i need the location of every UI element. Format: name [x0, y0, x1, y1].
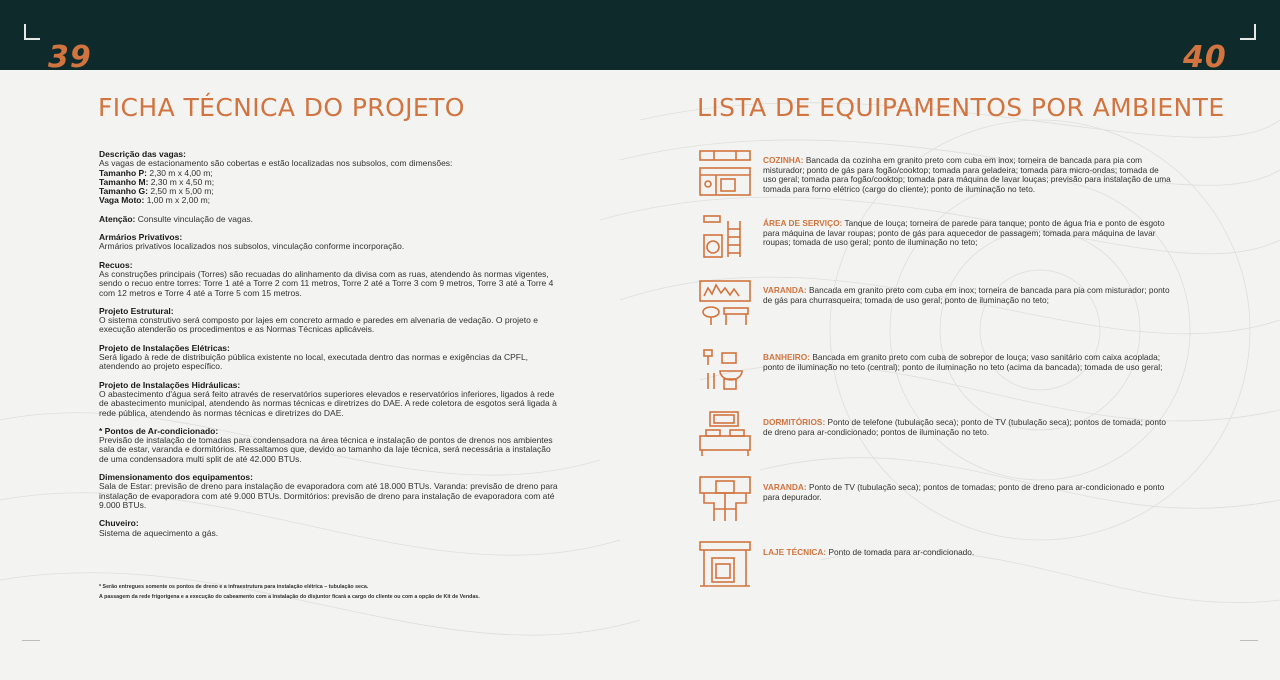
- spec-size-row: Tamanho P: 2,30 m x 4,00 m;: [99, 167, 213, 178]
- page-number-right: 40: [1183, 40, 1227, 75]
- balcony-tv-icon: [696, 475, 754, 525]
- equip-text: VARANDA: Bancada em granito preto com cuba em inox; torneira de bancada para pia com misturador; ponto de gás para churrasqueira; tomada de uso geral; ponto de iluminação no teto;: [763, 285, 1170, 305]
- equip-text: DORMITÓRIOS: Ponto de telefone (tubulação seca); ponto de TV (tubulação seca); pontos de tomada; ponto de dreno para ar-condicionado; pontos de iluminação no teto.: [763, 417, 1166, 437]
- spec-vagas: [99, 150, 559, 206]
- bathroom-icon: [696, 345, 754, 395]
- equip-item-varanda-tv: [696, 475, 1176, 535]
- margin-mark-left: [22, 640, 40, 641]
- spec-text: As vagas de estacionamento são cobertas e estão localizadas nos subsolos, com dimensões:: [99, 158, 453, 169]
- spec-section: Projeto de Instalações Elétricas: Será ligado à rede de distribuição pública existente no local, executada dentro das normas e exigências da CPFL, atendendo ao projeto específico.: [99, 342, 529, 372]
- spec-column: [99, 150, 559, 547]
- top-bar: [0, 0, 1280, 70]
- equip-text: ÁREA DE SERVIÇO: Tanque de louça; torneira de parede para tanque; ponto de água fria e ponto de esgoto para máquina de lavar roupas; ponto de gás para aquecedor de passagem; tomada para máquina de lavar roupas; tomada de uso geral; ponto de iluminação no teto;: [763, 218, 1165, 248]
- equip-text: COZINHA: Bancada da cozinha em granito preto com cuba em inox; torneira de bancada para pia com misturador; ponto de gás para fogão/cooktop; tomada para geladeira; tomada para micro-ondas; tomada de uso geral; tomada para fogão/cooktop; tomada para máquina de lavar louças; previsão para instalação de uma tomada para forno elétrico (cargo do cliente); ponto de iluminação no teto.: [763, 155, 1171, 194]
- footnote: * Serão entregues somente os pontos de dreno e a infraestrutura para instalação elétrica – tubulação seca.: [99, 584, 369, 590]
- spec-size-row: Vaga Moto: 1,00 m x 2,00 m;: [99, 195, 211, 206]
- spec-section: Projeto Estrutural: O sistema construtivo será composto por lajes em concreto armado e paredes em alvenaria de vedação. O projeto e execução atenderão os procedimentos e as Normas Técnicas aplicáveis.: [99, 305, 538, 335]
- spec-section: Dimensionamento dos equipamentos: Sala de Estar: previsão de dreno para instalação de evaporadora com até 18.000 BTUs. Varanda: previsão de dreno para instalação de evaporadora com até 9.000 BTUs. Dormitórios: previsão de dreno para instalação de evaporadora com até 9.000 BTUs.: [99, 472, 558, 510]
- spec-heading: Descrição das vagas:: [99, 149, 186, 159]
- bedroom-icon: [696, 410, 754, 460]
- equip-text: LAJE TÉCNICA: Ponto de tomada para ar-condicionado.: [763, 547, 975, 557]
- laundry-icon: [696, 211, 754, 261]
- page-title-left: FICHA TÉCNICA DO PROJETO: [98, 93, 465, 122]
- footnotes: [99, 582, 569, 602]
- corner-mark-right: [1240, 24, 1256, 40]
- kitchen-icon: [696, 148, 754, 198]
- spec-section: Chuveiro: Sistema de aquecimento a gás.: [99, 518, 219, 538]
- spec-section: Recuos: As construções principais (Torres) são recuadas do alinhamento da divisa com as ruas, atendendo às normas vigentes, sendo o recuo entre torres: Torre 1 até a Torre 2 com 11 metros, Torre 2 até a Torre 3 com 9 metros, Torre 3 até a Torre 4 com 12 metros e Torre 4 até a Torre 5 com 15 metros.: [99, 259, 554, 298]
- equip-item-area-servico: [696, 211, 1176, 271]
- equip-text: BANHEIRO: Bancada em granito preto com cuba de sobrepor de louça; vaso sanitário com caixa acoplada; ponto de iluminação no teto (central); ponto de iluminação no teto (acima da bancada); tomada de uso geral;: [763, 352, 1163, 372]
- equip-item-cozinha: [696, 148, 1176, 208]
- equip-item-dormitorios: [696, 410, 1176, 470]
- equip-item-laje-tecnica: [696, 540, 1176, 600]
- spec-atencao: Atenção: Consulte vinculação de vagas.: [99, 213, 254, 224]
- margin-mark-right: [1240, 640, 1258, 641]
- equip-text: VARANDA: Ponto de TV (tubulação seca); pontos de tomadas; ponto de dreno para ar-condicionado e ponto para depurador.: [763, 482, 1165, 502]
- spec-size-row: Tamanho M: 2,30 m x 4,50 m;: [99, 176, 215, 187]
- footnote: A passagem da rede frigorígena e a execução do cabeamento com a instalação do disjuntor ficará a cargo do cliente ou com a opção de Kit de Vendas.: [99, 594, 480, 600]
- equip-item-varanda-gourmet: [696, 278, 1176, 338]
- page-number-left: 39: [48, 40, 92, 75]
- page-title-right: LISTA DE EQUIPAMENTOS POR AMBIENTE: [697, 93, 1225, 122]
- spec-section: Armários Privativos: Armários privativos localizados nos subsolos, vinculação conforme incorporação.: [99, 232, 405, 252]
- technical-slab-icon: [696, 540, 754, 590]
- corner-mark-left: [24, 24, 40, 40]
- spec-section: * Pontos de Ar-condicionado: Previsão de instalação de tomadas para condensadora na área técnica e instalação de pontos de drenos nos ambientes sala de estar, varanda e dormitórios. Ressaltamos que, devido ao tamanho da laje técnica, será necessária a instalação de uma condensadora multi split de até 42.000 BTUs.: [99, 425, 553, 464]
- spec-section: Projeto de Instalações Hidráulicas: O abastecimento d'água será feito através de reservatórios superiores elevados e reservatórios inferiores, ligados à rede de abastecimento municipal, atendendo às normas técnicas e diretrizes do DAE. A rede coletora de esgotos será ligada à rede pública, atendendo às normas técnicas e diretrizes do DAE.: [99, 379, 557, 418]
- equip-item-banheiro: [696, 345, 1176, 405]
- spec-size-row: Tamanho G: 2,50 m x 5,00 m;: [99, 186, 214, 197]
- balcony-grill-icon: [696, 278, 754, 328]
